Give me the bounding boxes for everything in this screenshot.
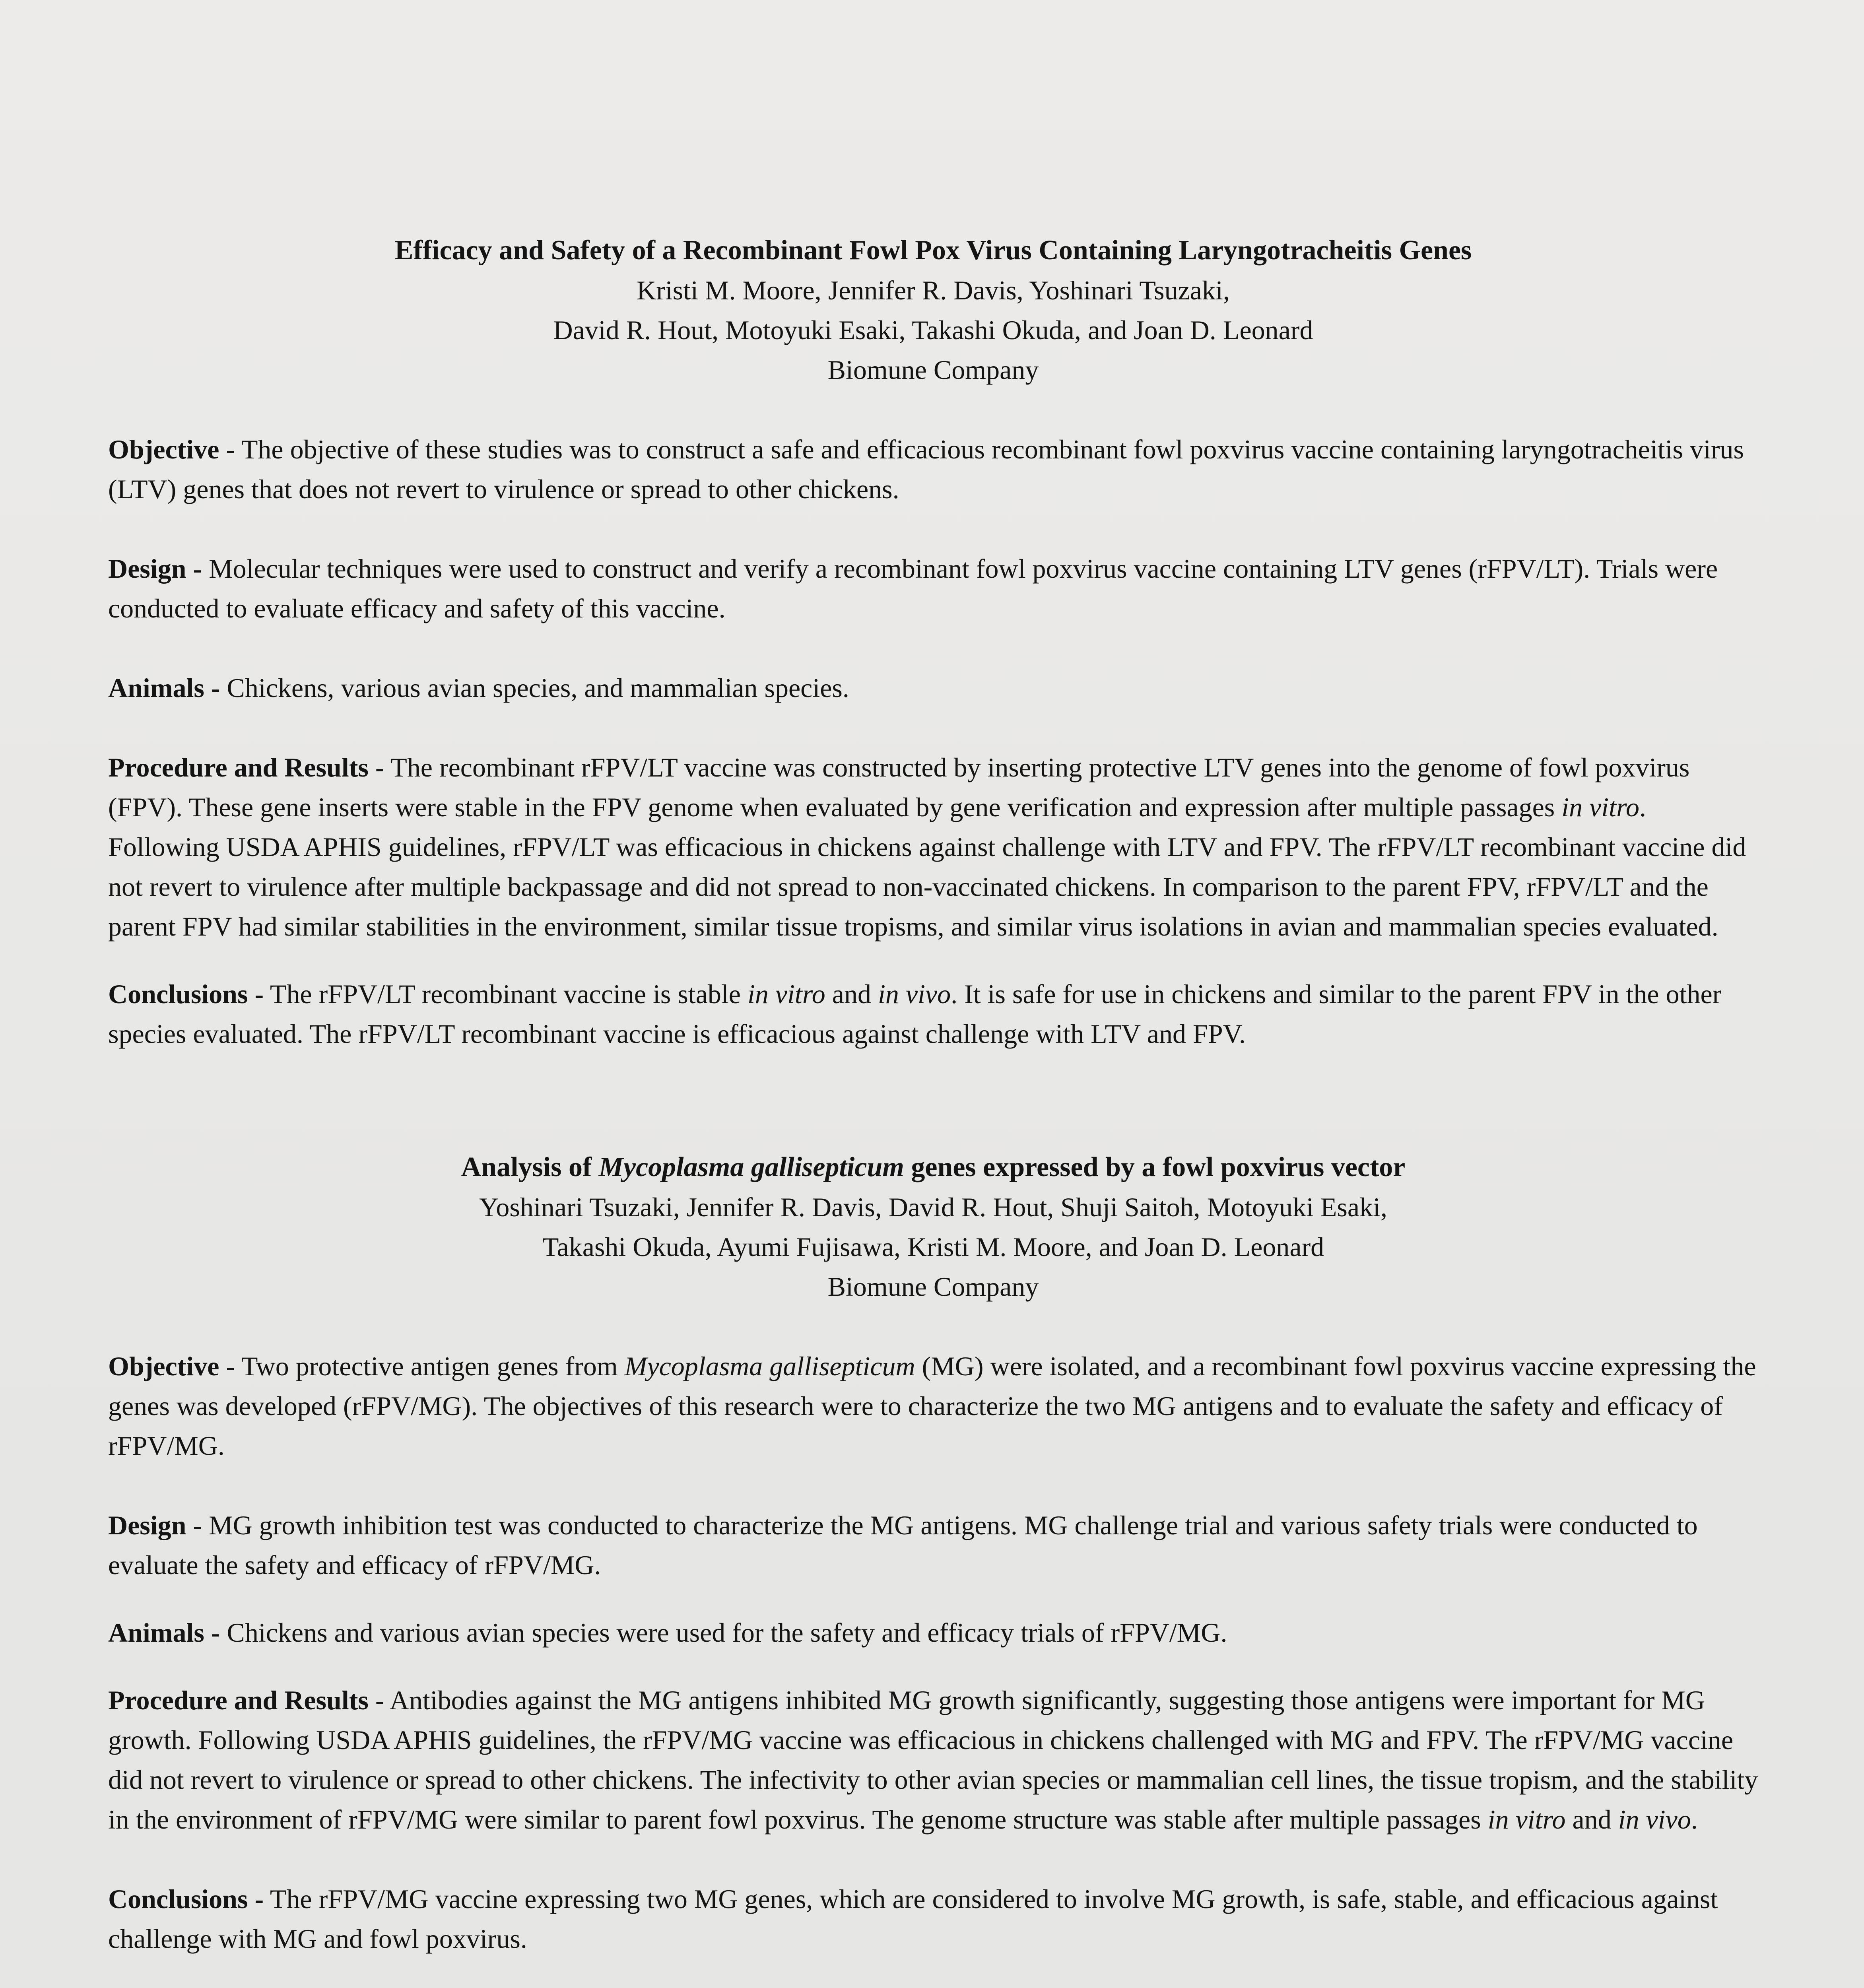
title-suffix: genes expressed by a fowl poxvirus vector bbox=[911, 1152, 1406, 1182]
abstract-2-authors-line-2: Takashi Okuda, Ayumi Fujisawa, Kristi M. Moore, and Joan D. Leonard bbox=[542, 1232, 1324, 1262]
abstract-1-title: Efficacy and Safety of a Recombinant Fowl Pox Virus Containing Laryngotracheitis Genes bbox=[394, 235, 1472, 266]
procedure-text: . bbox=[1691, 1804, 1698, 1835]
abstract-2-authors-line-1: Yoshinari Tsuzaki, Jennifer R. Davis, David R. Hout, Shuji Saitoh, Motoyuki Esaki, bbox=[479, 1192, 1387, 1222]
abstract-2-animals bbox=[108, 1613, 1758, 1652]
procedure-italic: in vivo bbox=[1618, 1804, 1691, 1835]
procedure-italic: in vitro bbox=[1487, 1804, 1566, 1835]
abstract-2-design bbox=[108, 1505, 1758, 1585]
animals-label: Animals - bbox=[108, 673, 220, 703]
page-content bbox=[108, 231, 1758, 1959]
procedure-italic: in vitro bbox=[1561, 792, 1640, 822]
objective-label: Objective - bbox=[108, 1351, 235, 1381]
abstract-2-conclusions bbox=[108, 1879, 1758, 1959]
abstract-1-authors-line-2: David R. Hout, Motoyuki Esaki, Takashi Okuda, and Joan D. Leonard bbox=[553, 315, 1313, 345]
conclusions-label: Conclusions - bbox=[108, 979, 264, 1009]
abstract-separator bbox=[108, 1054, 1758, 1147]
abstract-1-design bbox=[108, 549, 1758, 628]
procedure-text: Antibodies against the MG antigens inhibited MG growth significantly, suggesting those antigens were important for MG growth. Following USDA APHIS guidelines, the rFPV/MG vaccine was efficacious in chickens challenged with MG and FPV. The rFPV/MG vaccine did not revert to virulence or spread to other chickens. The infectivity to other avian species or mammalian cell lines, the tissue tropism, and the stability in the environment of rFPV/MG were similar to parent fowl poxvirus. The genome structure was stable after multiple passages bbox=[108, 1685, 1758, 1835]
conclusions-text: and bbox=[832, 979, 871, 1009]
animals-label: Animals - bbox=[108, 1617, 220, 1648]
objective-text: (MG) were isolated, and a recombinant fowl poxvirus vaccine expressing the genes was developed (rFPV/MG). The objectives of this research were to characterize the two MG antigens and to evaluate the safety and efficacy of rFPV/MG. bbox=[108, 1351, 1756, 1461]
abstract-1-procedure-results bbox=[108, 747, 1758, 946]
conclusions-italic: in vivo bbox=[878, 979, 951, 1009]
procedure-text: The recombinant rFPV/LT vaccine was constructed by inserting protective LTV genes into the genome of fowl poxvirus (FPV). These gene inserts were stable in the FPV genome when evaluated by gene verification and expression after multiple passages bbox=[108, 752, 1690, 822]
design-text: Molecular techniques were used to construct and verify a recombinant fowl poxvirus vaccine containing LTV genes (rFPV/LT). Trials were conducted to evaluate efficacy and safety of this vaccine. bbox=[108, 553, 1718, 623]
abstract-2 bbox=[108, 1147, 1758, 1959]
design-label: Design - bbox=[108, 1510, 202, 1540]
abstract-1-conclusions bbox=[108, 974, 1758, 1054]
abstract-2-header bbox=[108, 1147, 1758, 1307]
abstract-1 bbox=[108, 231, 1758, 1054]
abstract-1-affiliation: Biomune Company bbox=[827, 355, 1039, 385]
objective-text: Two protective antigen genes from bbox=[241, 1351, 618, 1381]
design-text: MG growth inhibition test was conducted to characterize the MG antigens. MG challenge trial and various safety trials were conducted to evaluate the safety and efficacy of rFPV/MG. bbox=[108, 1510, 1698, 1580]
abstract-1-header bbox=[108, 231, 1758, 390]
title-italic: Mycoplasma gallisepticum bbox=[598, 1152, 904, 1182]
title-prefix: Analysis of bbox=[461, 1152, 592, 1182]
conclusions-label: Conclusions - bbox=[108, 1884, 264, 1914]
abstract-1-animals bbox=[108, 668, 1758, 708]
procedure-label: Procedure and Results - bbox=[108, 752, 384, 782]
design-label: Design - bbox=[108, 553, 202, 584]
abstract-2-title bbox=[108, 1147, 1758, 1187]
conclusions-italic: in vitro bbox=[747, 979, 825, 1009]
animals-text: Chickens and various avian species were used for the safety and efficacy trials of rFPV/MG. bbox=[227, 1617, 1227, 1648]
abstract-2-affiliation: Biomune Company bbox=[827, 1272, 1039, 1302]
objective-italic: Mycoplasma gallisepticum bbox=[624, 1351, 915, 1381]
objective-text: The objective of these studies was to construct a safe and efficacious recombinant fowl poxvirus vaccine containing laryngotracheitis virus (LTV) genes that does not revert to virulence or spread to other chickens. bbox=[108, 434, 1744, 504]
conclusions-text: . It is safe for use in chickens and similar to the parent FPV in the other species evaluated. The rFPV/LT recombinant vaccine is efficacious against challenge with LTV and FPV. bbox=[108, 979, 1722, 1049]
conclusions-text: The rFPV/MG vaccine expressing two MG genes, which are considered to involve MG growth, is safe, stable, and efficacious against challenge with MG and fowl poxvirus. bbox=[108, 1884, 1718, 1954]
abstract-1-authors-line-1: Kristi M. Moore, Jennifer R. Davis, Yoshinari Tsuzaki, bbox=[637, 275, 1230, 305]
abstract-1-objective bbox=[108, 429, 1758, 509]
abstract-2-procedure-results bbox=[108, 1680, 1758, 1839]
animals-text: Chickens, various avian species, and mammalian species. bbox=[227, 673, 849, 703]
procedure-label: Procedure and Results - bbox=[108, 1685, 384, 1715]
procedure-text: . Following USDA APHIS guidelines, rFPV/LT was efficacious in chickens against challenge with LTV and FPV. The rFPV/LT recombinant vaccine did not revert to virulence after multiple backpassage and did not spread to non-vaccinated chickens. In comparison to the parent FPV, rFPV/LT and the parent FPV had similar stabilities in the environment, similar tissue tropisms, and similar virus isolations in avian and mammalian species evaluated. bbox=[108, 792, 1746, 942]
objective-label: Objective - bbox=[108, 434, 235, 464]
conclusions-text: The rFPV/LT recombinant vaccine is stable bbox=[270, 979, 741, 1009]
abstract-2-objective bbox=[108, 1346, 1758, 1466]
procedure-text: and bbox=[1572, 1804, 1612, 1835]
